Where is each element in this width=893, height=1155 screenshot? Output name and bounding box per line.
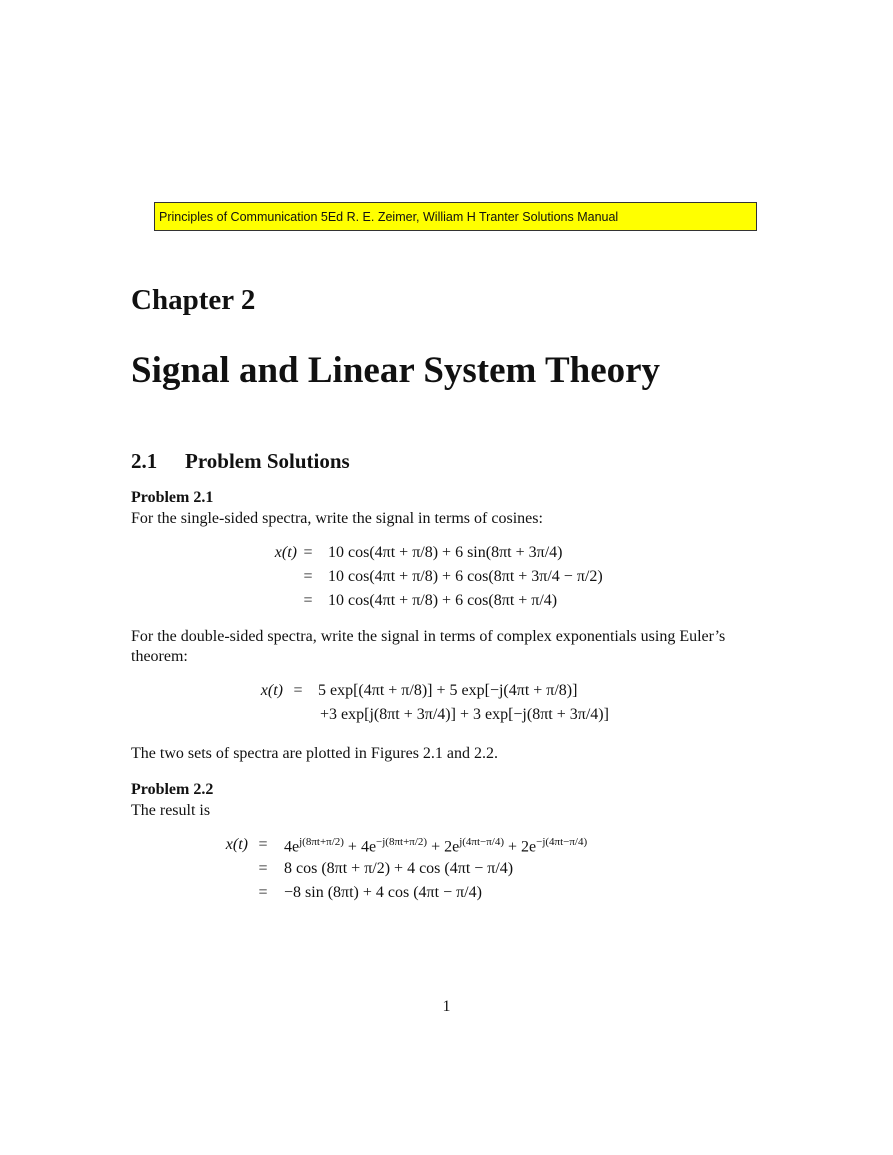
chapter-title: Signal and Linear System Theory [131, 350, 661, 391]
chapter-label: Chapter 2 [131, 284, 256, 316]
equation-relation: = [293, 682, 303, 699]
equation-rhs: 5 exp[(4πt + π/8)] + 5 exp[−j(4πt + π/8)] [318, 682, 578, 699]
problem-heading: Problem 2.2 [131, 781, 214, 798]
equation-rhs: 10 cos(4πt + π/8) + 6 cos(8πt + π/4) [328, 592, 558, 609]
equation-relation: = [303, 544, 313, 561]
section-heading [131, 449, 350, 474]
problem-intro: For the single-sided spectra, write the signal in terms of cosines: [131, 510, 543, 527]
equation-lhs: x(t) [260, 682, 283, 699]
equation-rhs: 10 cos(4πt + π/8) + 6 sin(8πt + 3π/4) [328, 544, 563, 561]
equation-relation: = [303, 568, 313, 585]
section-number: 2.1 [131, 449, 158, 473]
equation-rhs: +3 exp[j(8πt + 3π/4)] + 3 exp[−j(8πt + 3π/4)] [320, 706, 609, 723]
problem-text: For the double-sided spectra, write the signal in terms of complex exponentials using Euler’s theorem: [131, 628, 726, 665]
equation-relation: = [303, 592, 313, 609]
page-number: 1 [442, 998, 451, 1015]
equation-rhs: 8 cos (8πt + π/2) + 4 cos (4πt − π/4) [284, 860, 514, 877]
equation-relation: = [258, 836, 268, 853]
equation-rhs: $4e^{j(8\pi t+\pi/2)} + 4e^{-j(8\pi t+\pi/2)} + 2e^{j(4\pi t-\pi/4)} + 2e^{-j(4\pi t-\pi/4)}$ [284, 836, 588, 856]
equation-relation: = [258, 860, 268, 877]
equation-rhs: −8 sin (8πt) + 4 cos (4πt − π/4) [284, 884, 482, 901]
problem-intro: The result is [131, 802, 211, 819]
equation-relation: = [258, 884, 268, 901]
problem-text: The two sets of spectra are plotted in Figures 2.1 and 2.2. [131, 745, 499, 762]
equation-rhs: 10 cos(4πt + π/8) + 6 cos(8πt + 3π/4 − π/2) [328, 568, 603, 585]
equation-lhs: x(t) [225, 836, 248, 853]
problem-heading: Problem 2.1 [131, 489, 214, 506]
solutions-manual-banner: Principles of Communication 5Ed R. E. Zeimer, William H Tranter Solutions Manual [154, 202, 757, 231]
equation-lhs: x(t) [274, 544, 297, 561]
section-title: Problem Solutions [185, 449, 350, 473]
